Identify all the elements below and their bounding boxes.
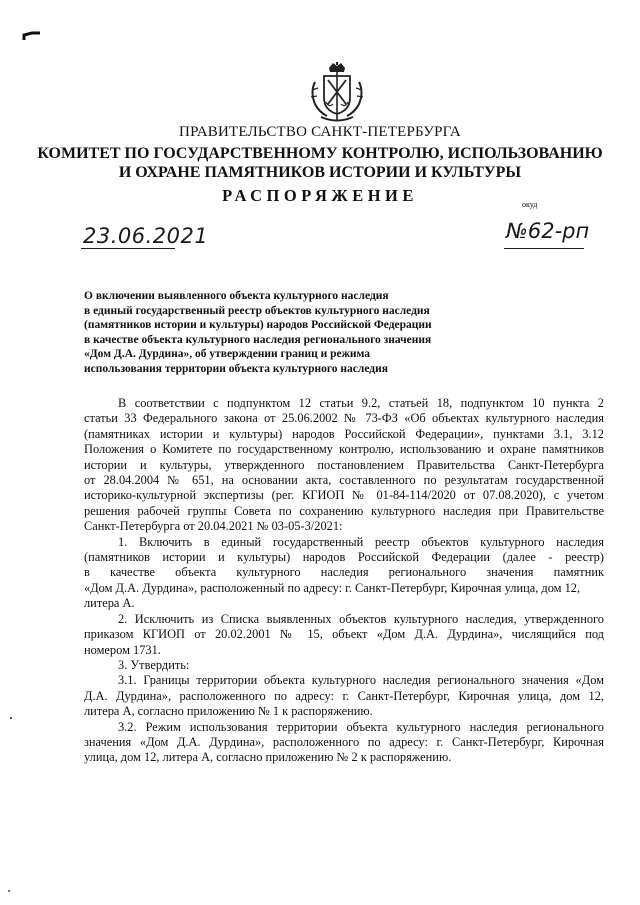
coat-of-arms-icon xyxy=(307,62,367,124)
subject-line: «Дом Д.А. Дурдина», об утверждении границ и режима xyxy=(84,348,371,361)
subject-line: в единый государственный реестр объектов культурного наследия xyxy=(84,304,430,317)
body-line: 3.1. Границы территории объекта культурного наследия регионального значения «Дом xyxy=(118,673,604,688)
subject-line: О включении выявленного объекта культурного наследия xyxy=(84,290,389,302)
body-line: 2. Исключить из Списка выявленных объектов культурного наследия, утвержденного xyxy=(118,611,604,626)
body-line: решения рабочей группы Совета по сохранению культурного наследия при Правительстве xyxy=(84,503,604,518)
body-line: значения «Дом Д.А. Дурдина», расположенного по адресу: г. Санкт-Петербург, Кирочная xyxy=(84,734,604,749)
body-line: от 28.04.2004 № 651, на основании акта, составленного по результатам государственной xyxy=(84,473,604,488)
government-title: ПРАВИТЕЛЬСТВО САНКТ-ПЕТЕРБУРГА xyxy=(179,124,461,140)
date-underline xyxy=(81,248,175,249)
body-line: 1. Включить в единый государственный реестр объектов культурного наследия xyxy=(118,534,604,549)
body-line: статьи 33 Федерального закона от 25.06.2002 № 73-ФЗ «Об объектах культурного наследия xyxy=(84,411,604,426)
body-line: Д.А. Дурдина», расположенного по адресу: г. Санкт-Петербург, Кирочная улица, дом 12, xyxy=(84,688,604,703)
document-body xyxy=(84,396,604,766)
body-line: литера А, согласно приложению № 1 к распоряжению. xyxy=(84,704,373,719)
body-line: литера А. xyxy=(84,596,135,611)
body-line: Положения о Комитете по государственному контролю, использованию и охране памятников xyxy=(84,442,604,457)
body-line: Санкт-Петербурга от 20.04.2021 № 03-05-3/2021: xyxy=(84,519,343,534)
body-line: истории и культуры, утвержденного постановлением Правительства Санкт-Петербурга xyxy=(84,457,604,472)
body-line: номером 1731. xyxy=(84,642,161,657)
subject-line: в качестве объекта культурного наследия регионального значения xyxy=(84,333,432,346)
body-line: (памятников истории и культуры) народов Российской Федерации (далее - реестр) xyxy=(84,550,604,565)
document-date: 23.06.2021 xyxy=(83,224,209,248)
document-number: №62-рп xyxy=(506,219,590,243)
body-line: 3.2. Режим использования территории объекта культурного наследия регионального xyxy=(118,719,604,734)
body-line: приказом КГИОП от 20.02.2001 № 15, объект «Дом Д.А. Дурдина», числящийся под xyxy=(84,627,604,642)
committee-title-line2: И ОХРАНЕ ПАМЯТНИКОВ ИСТОРИИ И КУЛЬТУРЫ xyxy=(118,164,522,181)
subject-line: использования территории объекта культурного наследия xyxy=(84,362,388,375)
committee-title-line1: КОМИТЕТ ПО ГОСУДАРСТВЕННОМУ КОНТРОЛЮ, ИСПОЛЬЗОВАНИЮ xyxy=(37,145,603,162)
document-type: РАСПОРЯЖЕНИЕ xyxy=(222,186,418,205)
number-underline xyxy=(504,248,584,249)
scan-artifact xyxy=(10,717,12,719)
body-line: «Дом Д.А. Дурдина», расположенный по адресу: г. Санкт-Петербург, Кирочная улица, дом 12, xyxy=(84,580,581,595)
okud-label: окуд xyxy=(522,200,538,209)
corner-mark-icon xyxy=(22,30,42,42)
body-line: 3. Утвердить: xyxy=(118,657,190,672)
body-line: в качестве объекта культурного наследия регионального значения памятник xyxy=(84,565,604,580)
scan-artifact xyxy=(8,890,10,892)
body-line: историко-культурной экспертизы (рег. КГИОП № 01-84-114/2020 от 07.08.2020), с учетом xyxy=(84,488,604,503)
body-line: улица, дом 12, литера А, согласно приложению № 2 к распоряжению. xyxy=(84,750,452,765)
body-line: В соответствии с подпунктом 12 статьи 9.2, статьей 18, подпунктом 10 пункта 2 xyxy=(118,396,604,410)
subject-line: (памятников истории и культуры) народов Российской Федерации xyxy=(84,319,432,332)
body-line: (памятниках истории и культуры) народов Российской Федерации», пунктами 3.1, 3.12 xyxy=(84,426,604,441)
document-subject xyxy=(84,289,544,377)
